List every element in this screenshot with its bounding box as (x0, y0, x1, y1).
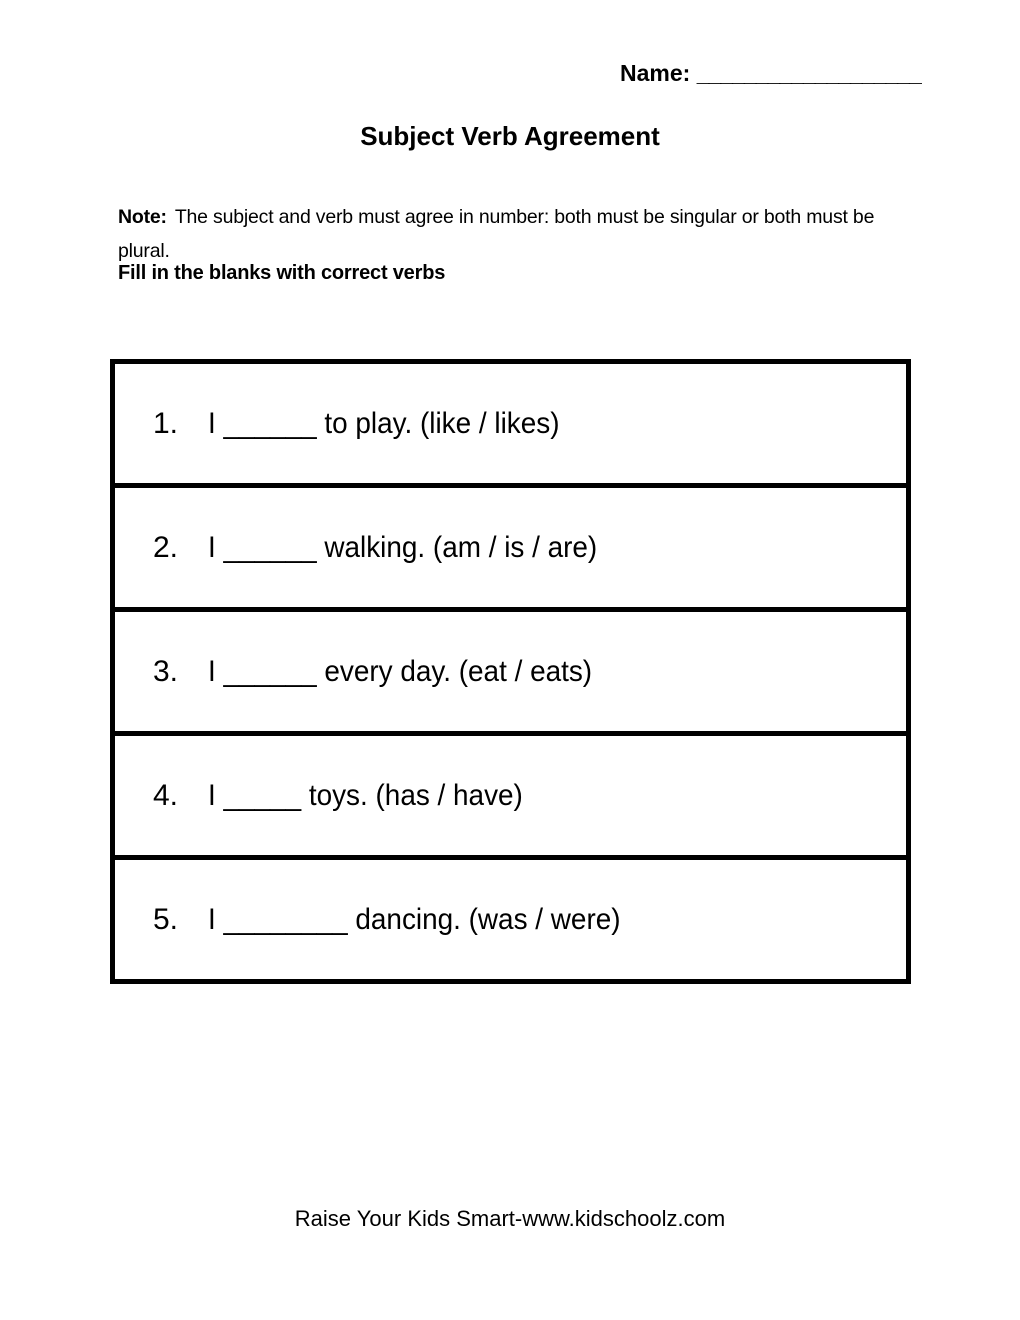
question-row (115, 488, 906, 612)
question-number: 1. (153, 406, 179, 440)
name-label: Name: (620, 60, 691, 86)
page-title: Subject Verb Agreement (360, 121, 660, 151)
question-text: I _____ toys. (has / have) (208, 778, 523, 812)
directions-heading: Fill in the blanks with correct verbs (118, 262, 446, 284)
note-label: Note: (118, 205, 167, 228)
question-number: 5. (153, 902, 179, 936)
question-row (115, 736, 906, 860)
note-paragraph (118, 200, 918, 268)
question-row (115, 860, 906, 979)
question-number: 4. (153, 778, 179, 812)
question-row (115, 612, 906, 736)
footer-branding: Raise Your Kids Smart-www.kidschoolz.com (294, 1206, 726, 1231)
question-number: 3. (153, 654, 179, 688)
question-text: I ______ walking. (am / is / are) (208, 530, 598, 564)
question-text: I ______ every day. (eat / eats) (208, 654, 593, 688)
question-text: I ______ to play. (like / likes) (208, 406, 560, 440)
name-blank-line: ___________________ (696, 60, 921, 86)
question-number: 2. (153, 530, 179, 564)
question-text: I ________ dancing. (was / were) (208, 902, 621, 936)
questions-table (110, 359, 911, 984)
note-text: The subject and verb must agree in number: both must be singular or both must be plural. (118, 205, 875, 262)
question-row (115, 364, 906, 488)
name-line (620, 60, 921, 87)
